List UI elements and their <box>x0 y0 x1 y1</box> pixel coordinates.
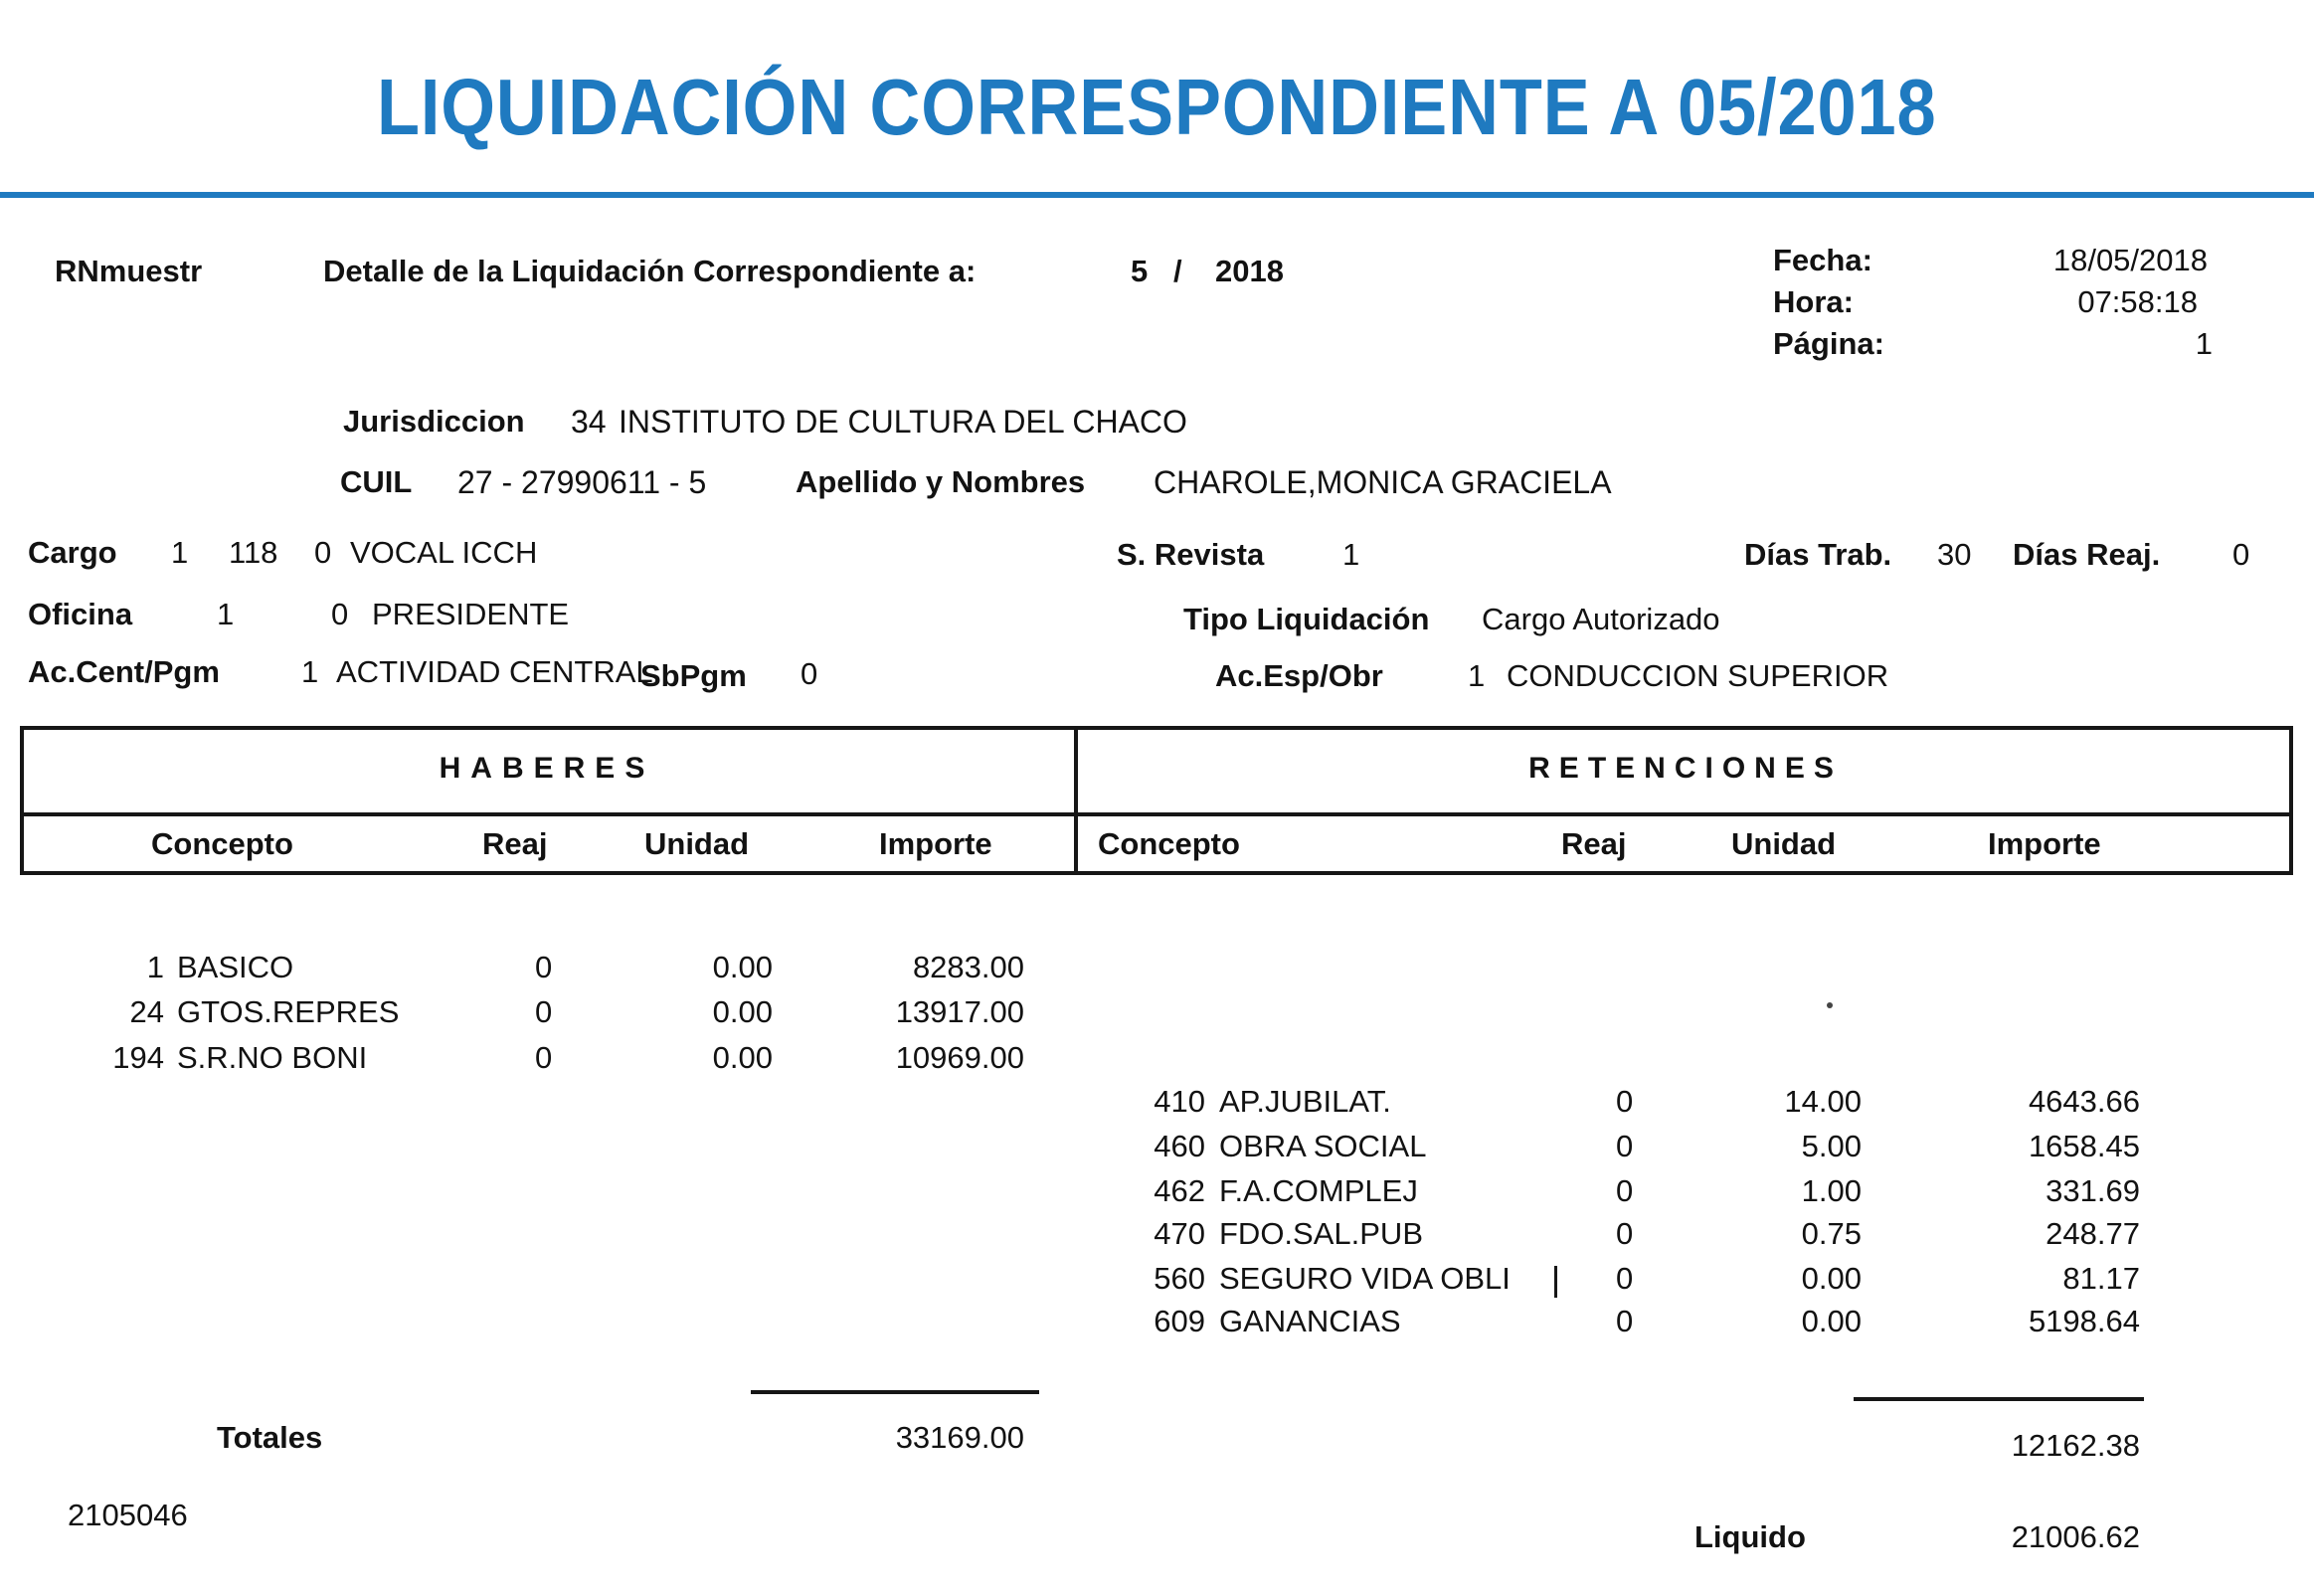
retenciones-row-concepto: SEGURO VIDA OBLI <box>1219 1261 1511 1296</box>
sbpgm-label: SbPgm <box>640 658 747 693</box>
retenciones-row-importe: 81.17 <box>2062 1261 2140 1296</box>
fecha-value: 18/05/2018 <box>2052 243 2208 277</box>
period-year: 2018 <box>1215 254 1284 288</box>
cargo-desc: VOCAL ICCH <box>350 535 538 570</box>
ac-esp-obr-desc: CONDUCCION SUPERIOR <box>1507 658 1889 693</box>
retenciones-row-unidad: 0.75 <box>1801 1216 1862 1251</box>
fecha-label: Fecha: <box>1773 243 1872 277</box>
haberes-col-unidad: Unidad <box>644 826 750 861</box>
ac-cent-pgm-desc: ACTIVIDAD CENTRAL <box>336 654 653 689</box>
haberes-row-code: 1 <box>146 950 164 984</box>
retenciones-row-unidad: 5.00 <box>1801 1129 1862 1163</box>
title-divider <box>0 192 2314 198</box>
retenciones-row-code: 410 <box>1154 1084 1205 1119</box>
hora-label: Hora: <box>1773 284 1854 319</box>
dias-reaj-value: 0 <box>2232 537 2250 572</box>
ac-esp-obr-code: 1 <box>1468 658 1486 693</box>
retenciones-row-reaj: 0 <box>1616 1173 1634 1208</box>
retenciones-row-code: 470 <box>1154 1216 1205 1251</box>
cuil-value: 27 - 27990611 - 5 <box>457 464 707 500</box>
oficina-num1: 1 <box>217 597 235 631</box>
cargo-label: Cargo <box>28 535 117 570</box>
retenciones-row-concepto: F.A.COMPLEJ <box>1219 1173 1418 1208</box>
report-code: RNmuestr <box>55 254 203 288</box>
haberes-row-concepto: BASICO <box>177 950 294 984</box>
retenciones-col-concepto: Concepto <box>1098 826 1240 861</box>
haberes-col-reaj: Reaj <box>482 826 548 861</box>
dias-trab-value: 30 <box>1937 537 1972 572</box>
period-month: 5 <box>1131 254 1149 288</box>
concept-truncation-mark <box>1554 1266 1557 1298</box>
haberes-col-importe: Importe <box>879 826 992 861</box>
liquido-label: Liquido <box>1694 1519 1806 1554</box>
retenciones-row-unidad: 1.00 <box>1801 1173 1862 1208</box>
retenciones-row-reaj: 0 <box>1616 1261 1634 1296</box>
haberes-row-code: 194 <box>112 1040 164 1075</box>
retenciones-row-unidad: 14.00 <box>1784 1084 1862 1119</box>
retenciones-col-reaj: Reaj <box>1561 826 1627 861</box>
haberes-row-importe: 13917.00 <box>895 994 1024 1029</box>
retenciones-section-title: RETENCIONES <box>1528 752 1843 785</box>
retenciones-row-concepto: OBRA SOCIAL <box>1219 1129 1427 1163</box>
apellido-value: CHAROLE,MONICA GRACIELA <box>1154 464 1612 500</box>
cargo-num1: 1 <box>171 535 189 570</box>
retenciones-row-concepto: FDO.SAL.PUB <box>1219 1216 1423 1251</box>
retenciones-total-value: 12162.38 <box>2011 1428 2140 1463</box>
jurisdiccion-label: Jurisdiccion <box>343 404 525 439</box>
haberes-row-importe: 10969.00 <box>895 1040 1024 1075</box>
retenciones-row-importe: 4643.66 <box>2028 1084 2140 1119</box>
cuil-label: CUIL <box>340 464 413 499</box>
retenciones-row-importe: 331.69 <box>2046 1173 2140 1208</box>
haberes-total-value: 33169.00 <box>895 1420 1024 1455</box>
pagina-value: 1 <box>2195 326 2213 361</box>
retenciones-row-unidad: 0.00 <box>1801 1261 1862 1296</box>
haberes-row-concepto: GTOS.REPRES <box>177 994 400 1029</box>
scan-speck <box>1827 1002 1833 1008</box>
haberes-row-unidad: 0.00 <box>712 1040 773 1075</box>
s-revista-value: 1 <box>1342 537 1360 572</box>
retenciones-row-unidad: 0.00 <box>1801 1304 1862 1338</box>
haberes-row-unidad: 0.00 <box>712 950 773 984</box>
detail-label: Detalle de la Liquidación Correspondiente a: <box>323 254 977 288</box>
apellido-label: Apellido y Nombres <box>796 464 1086 499</box>
sbpgm-value: 0 <box>801 656 818 691</box>
jurisdiccion-code: 34 <box>571 404 607 440</box>
dias-reaj-label: Días Reaj. <box>2013 537 2161 572</box>
retenciones-row-concepto: GANANCIAS <box>1219 1304 1401 1338</box>
haberes-section-title: HABERES <box>439 752 655 785</box>
cargo-num2: 118 <box>229 535 278 570</box>
retenciones-row-reaj: 0 <box>1616 1084 1634 1119</box>
retenciones-col-importe: Importe <box>1988 826 2101 861</box>
page-title-text: LIQUIDACIÓN CORRESPONDIENTE A 05/2018 <box>377 63 1937 151</box>
tipo-liquidacion-label: Tipo Liquidación <box>1183 602 1430 636</box>
dias-trab-label: Días Trab. <box>1744 537 1892 572</box>
haberes-row-reaj: 0 <box>535 994 553 1029</box>
haberes-col-concepto: Concepto <box>151 826 293 861</box>
haberes-row-code: 24 <box>129 994 164 1029</box>
ac-cent-pgm-label: Ac.Cent/Pgm <box>28 654 220 689</box>
haberes-row-reaj: 0 <box>535 950 553 984</box>
retenciones-row-code: 609 <box>1154 1304 1205 1338</box>
haberes-total-rule <box>751 1390 1039 1394</box>
retenciones-row-code: 560 <box>1154 1261 1205 1296</box>
ac-cent-pgm-code: 1 <box>301 654 319 689</box>
haberes-row-unidad: 0.00 <box>712 994 773 1029</box>
oficina-desc: PRESIDENTE <box>372 597 570 631</box>
s-revista-label: S. Revista <box>1117 537 1265 572</box>
page-title <box>0 62 2314 153</box>
retenciones-row-importe: 248.77 <box>2046 1216 2140 1251</box>
ac-esp-obr-label: Ac.Esp/Obr <box>1215 658 1383 693</box>
retenciones-row-reaj: 0 <box>1616 1216 1634 1251</box>
jurisdiccion-name: INSTITUTO DE CULTURA DEL CHACO <box>619 404 1187 440</box>
period-separator: / <box>1173 254 1182 288</box>
tipo-liquidacion-value: Cargo Autorizado <box>1482 602 1720 636</box>
haberes-row-reaj: 0 <box>535 1040 553 1075</box>
header-row-divider <box>24 812 2289 816</box>
retenciones-total-rule <box>1854 1397 2144 1401</box>
haberes-row-concepto: S.R.NO BONI <box>177 1040 368 1075</box>
liquido-value: 21006.62 <box>2011 1519 2140 1554</box>
retenciones-row-reaj: 0 <box>1616 1304 1634 1338</box>
oficina-label: Oficina <box>28 597 133 631</box>
retenciones-row-importe: 5198.64 <box>2028 1304 2140 1338</box>
retenciones-row-code: 462 <box>1154 1173 1205 1208</box>
document-number: 2105046 <box>68 1498 188 1532</box>
pagina-label: Página: <box>1773 326 1884 361</box>
totales-label: Totales <box>217 1420 323 1455</box>
oficina-num2: 0 <box>331 597 349 631</box>
retenciones-row-code: 460 <box>1154 1129 1205 1163</box>
retenciones-row-importe: 1658.45 <box>2028 1129 2140 1163</box>
retenciones-row-reaj: 0 <box>1616 1129 1634 1163</box>
cargo-num3: 0 <box>314 535 332 570</box>
haberes-row-importe: 8283.00 <box>912 950 1024 984</box>
hora-value: 07:58:18 <box>2077 284 2198 319</box>
retenciones-row-concepto: AP.JUBILAT. <box>1219 1084 1391 1119</box>
retenciones-col-unidad: Unidad <box>1731 826 1837 861</box>
